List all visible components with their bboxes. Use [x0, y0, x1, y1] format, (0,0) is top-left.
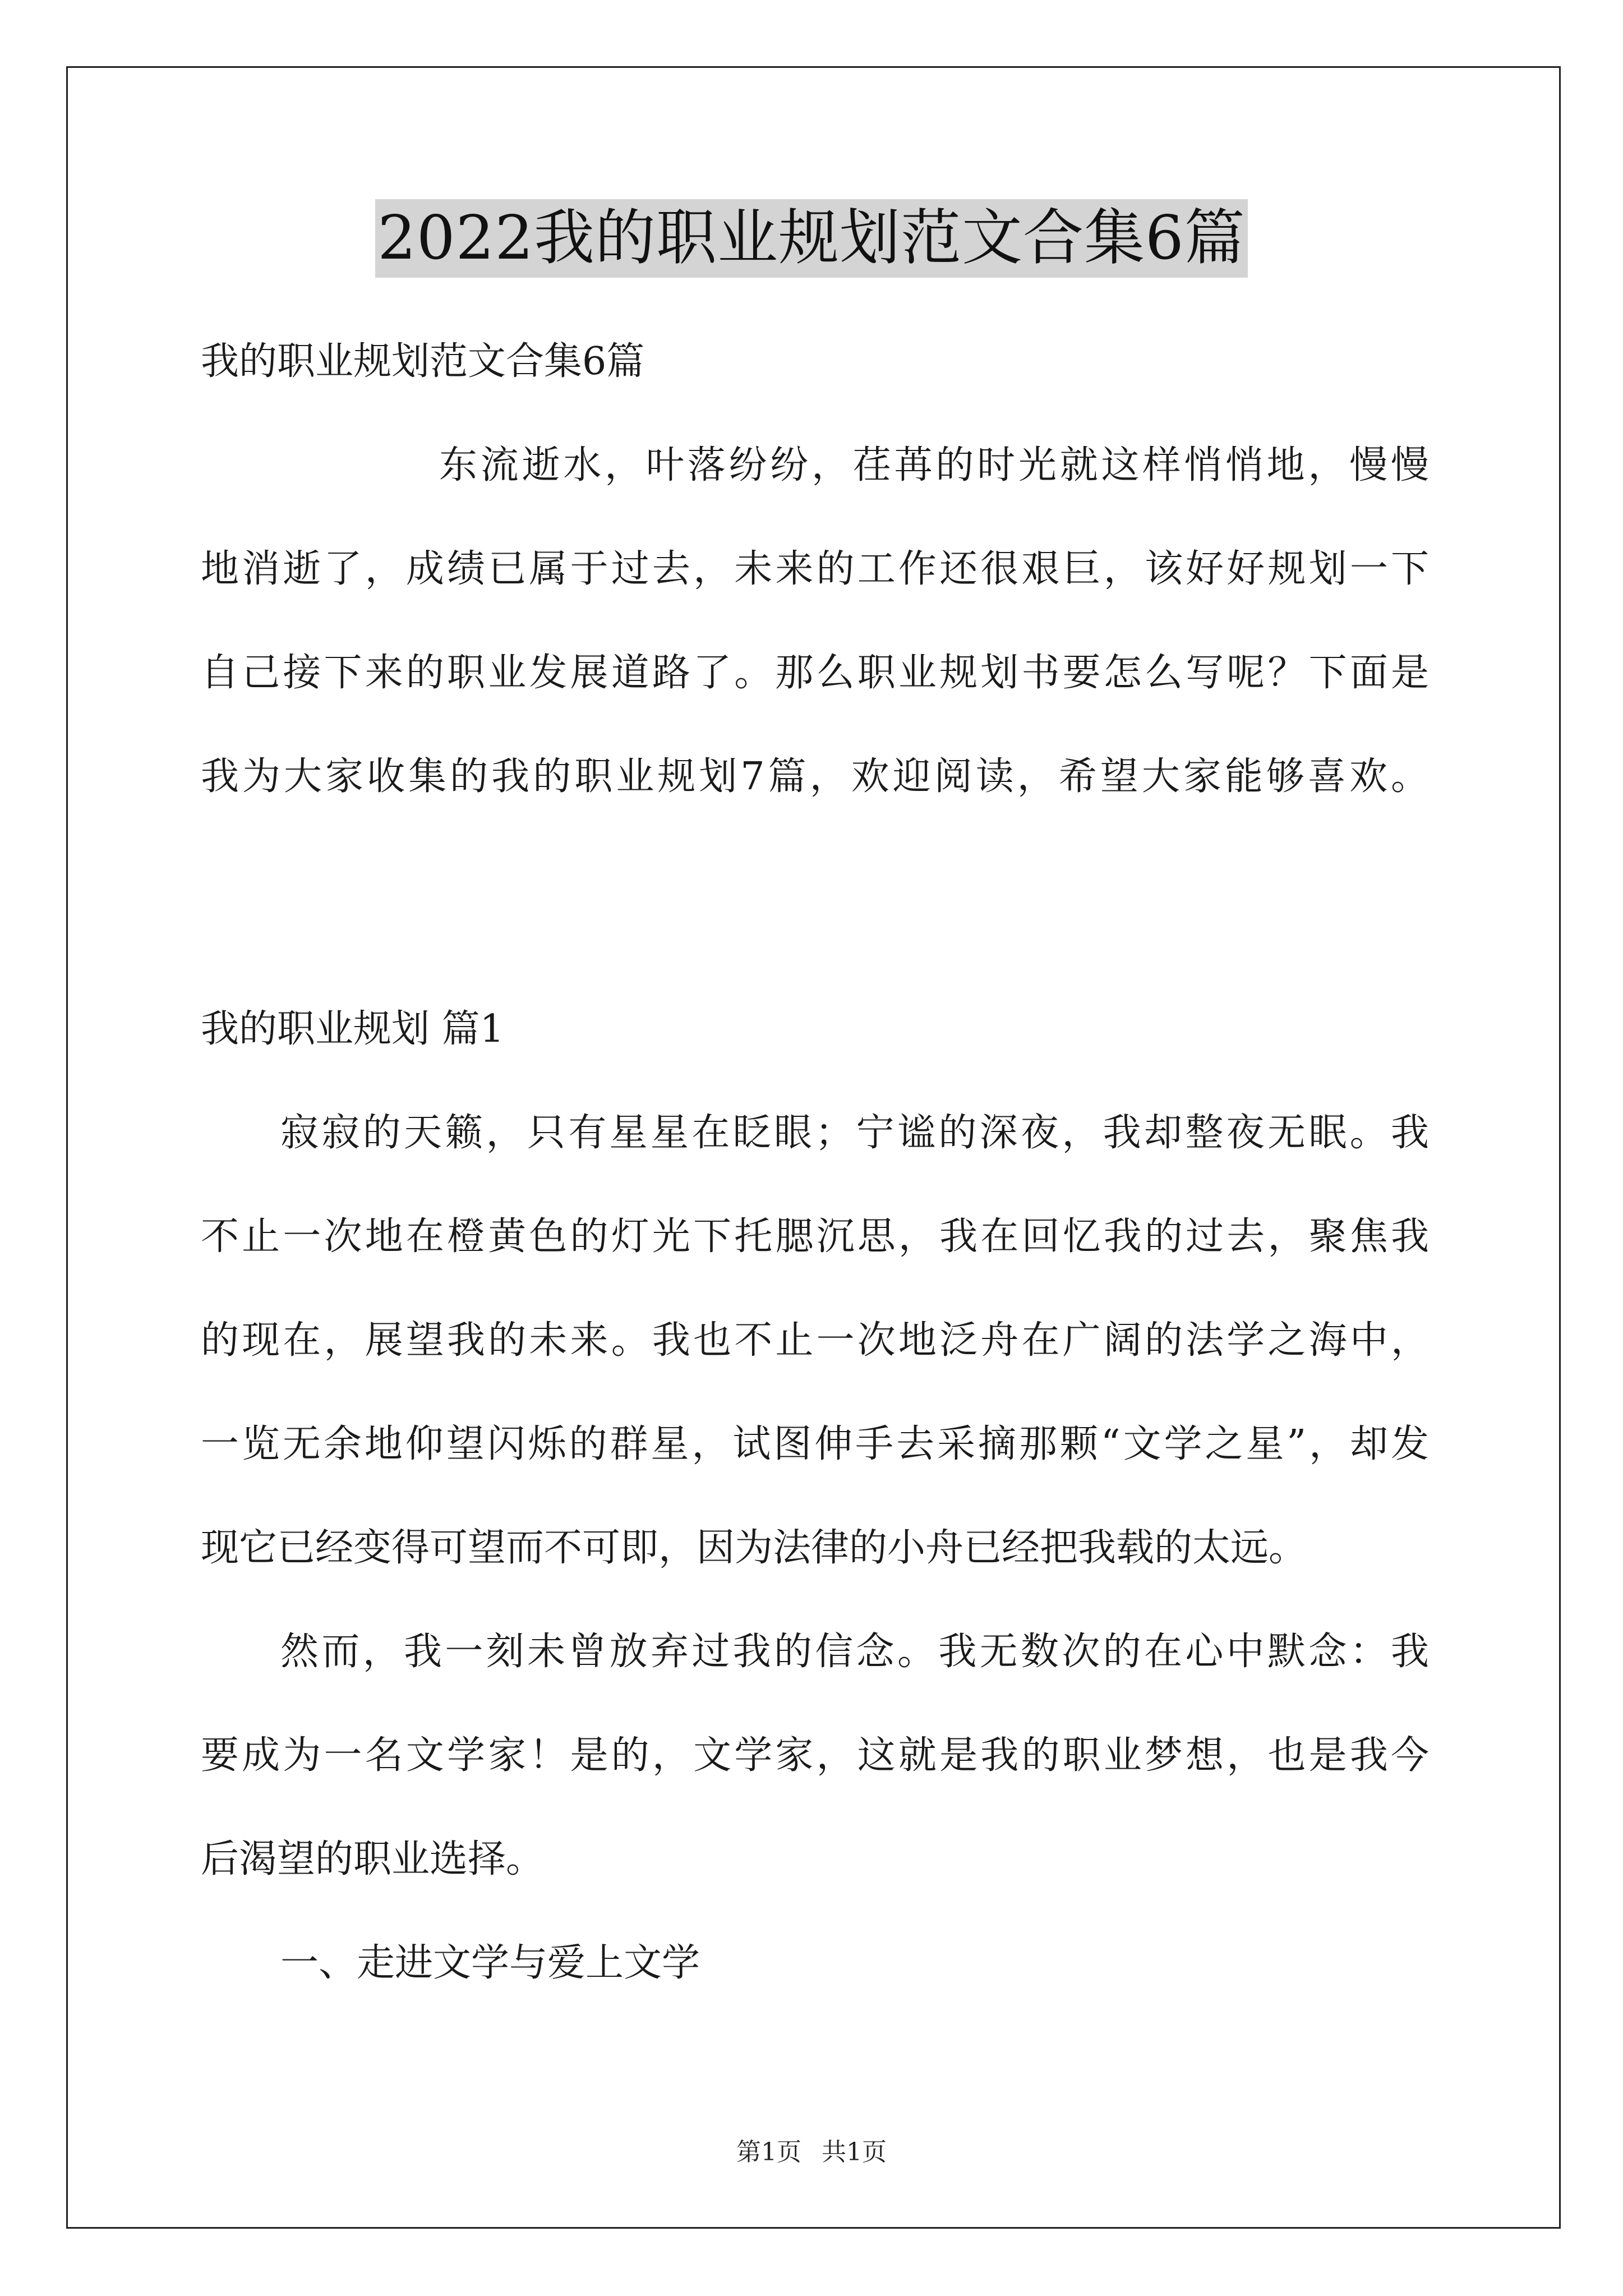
intro-line: 地消逝了，成绩已属于过去，未来的工作还很艰巨，该好好规划一下 [201, 547, 1429, 591]
intro-line: 自己接下来的职业发展道路了。那么职业规划书要怎么写呢？下面是 [201, 651, 1429, 695]
document-subtitle: 我的职业规划范文合集6篇 [201, 339, 645, 384]
paragraph-line: 寂寂的天籁，只有星星在眨眼；宁谧的深夜，我却整夜无眠。我 [280, 1111, 1429, 1155]
paragraph-line: 一览无余地仰望闪烁的群星，试图伸手去采摘那颗“文学之星”，却发 [201, 1422, 1429, 1466]
page-number-total: 共1页 [822, 2138, 887, 2166]
paragraph-line: 现它已经变得可望而不可即，因为法律的小舟已经把我载的太远。 [201, 1526, 1307, 1570]
intro-line: 东流逝水，叶落纷纷，荏苒的时光就这样悄悄地，慢慢 [439, 443, 1429, 487]
paragraph-line: 的现在，展望我的未来。我也不止一次地泛舟在广阔的法学之海中， [201, 1318, 1429, 1363]
section-heading: 我的职业规划 篇1 [201, 1007, 504, 1051]
paragraph-line: 不止一次地在橙黄色的灯光下托腮沉思，我在回忆我的过去，聚焦我 [201, 1214, 1429, 1259]
intro-line: 我为大家收集的我的职业规划7篇，欢迎阅读，希望大家能够喜欢。 [201, 754, 1429, 799]
subheading: 一、走进文学与爱上文学 [280, 1941, 700, 1985]
page-number-current: 第1页 [736, 2138, 801, 2166]
page-footer [0, 2132, 1623, 2168]
paragraph-line: 后渴望的职业选择。 [201, 1837, 545, 1881]
paragraph-line: 要成为一名文学家！是的，文学家，这就是我的职业梦想，也是我今 [201, 1733, 1429, 1778]
document-title: 2022我的职业规划范文合集6篇 [375, 199, 1248, 278]
title-container [0, 199, 1623, 278]
paragraph-line: 然而，我一刻未曾放弃过我的信念。我无数次的在心中默念：我 [280, 1630, 1429, 1674]
